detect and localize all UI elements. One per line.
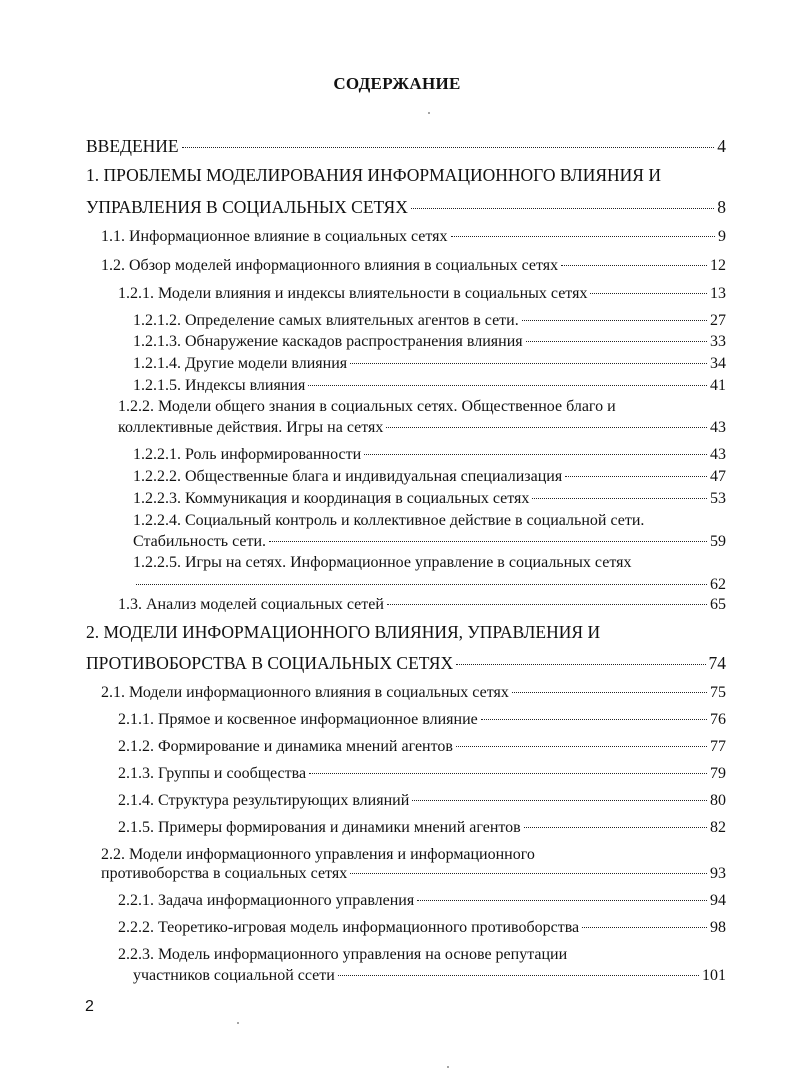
toc-entry[interactable]: участников социальной ссети 101	[133, 967, 726, 984]
toc-entry[interactable]: ВВЕДЕНИЕ 4	[86, 136, 726, 156]
toc-entry[interactable]: УПРАВЛЕНИЯ В СОЦИАЛЬНЫХ СЕТЯХ 8	[86, 197, 726, 217]
toc-entry[interactable]: 2.2.2. Теоретико-игровая модель информационного противоборства 98	[118, 919, 726, 936]
scan-speck	[447, 1066, 449, 1068]
toc-entry[interactable]: ПРОТИВОБОРСТВА В СОЦИАЛЬНЫХ СЕТЯХ 74	[86, 653, 726, 673]
toc-entry[interactable]: 1.2.2.5. Игры на сетях. Информационное управление в социальных сетях	[133, 554, 632, 571]
toc-entry[interactable]: 2.1.4. Структура результирующих влияний 80	[118, 792, 726, 809]
toc-entry[interactable]: 1.1. Информационное влияние в социальных сетях 9	[101, 228, 726, 245]
toc-entry[interactable]: 2. МОДЕЛИ ИНФОРМАЦИОННОГО ВЛИЯНИЯ, УПРАВЛЕНИЯ И	[86, 622, 601, 642]
toc-entry[interactable]: 1.2.1.2. Определение самых влиятельных агентов в сети. 27	[133, 312, 726, 329]
toc-entry[interactable]: 1.2.2. Модели общего знания в социальных сетях. Общественное благо и	[118, 398, 616, 415]
toc-entry[interactable]: 1.2.2.1. Роль информированности 43	[133, 446, 726, 463]
scan-speck	[428, 112, 430, 114]
toc-entry[interactable]: 2.2. Модели информационного управления и информационного	[101, 846, 535, 863]
toc-entry[interactable]: 62	[133, 576, 726, 594]
toc-entry[interactable]: 1.2.1.5. Индексы влияния 41	[133, 377, 726, 394]
page-number: 2	[85, 998, 94, 1015]
toc-entry[interactable]: 1.2.1.3. Обнаружение каскадов распространения влияния 33	[133, 333, 726, 350]
toc-entry[interactable]: 2.1.1. Прямое и косвенное информационное влияние 76	[118, 711, 726, 728]
toc-entry[interactable]: 1.3. Анализ моделей социальных сетей 65	[118, 596, 726, 613]
toc-entry[interactable]: коллективные действия. Игры на сетях 43	[118, 419, 726, 436]
toc-entry[interactable]: 1.2.2.3. Коммуникация и координация в социальных сетях 53	[133, 490, 726, 507]
toc-entry[interactable]: 2.1.5. Примеры формирования и динамики мнений агентов 82	[118, 819, 726, 836]
toc-entry[interactable]: 1. ПРОБЛЕМЫ МОДЕЛИРОВАНИЯ ИНФОРМАЦИОННОГО ВЛИЯНИЯ И	[86, 165, 661, 185]
toc-entry[interactable]: 1.2.1. Модели влияния и индексы влиятельности в социальных сетях 13	[118, 285, 726, 302]
toc-entry[interactable]: Стабильность сети. 59	[133, 533, 726, 550]
scan-speck	[237, 1022, 239, 1024]
page-title: СОДЕРЖАНИЕ	[333, 74, 461, 93]
toc-entry[interactable]: 2.1. Модели информационного влияния в социальных сетях 75	[101, 684, 726, 701]
toc-entry[interactable]: 1.2.2.2. Общественные блага и индивидуальная специализация 47	[133, 468, 726, 485]
toc-entry[interactable]: 2.2.3. Модель информационного управления на основе репутации	[118, 946, 568, 963]
toc-entry[interactable]: 1.2.1.4. Другие модели влияния 34	[133, 355, 726, 372]
toc-entry[interactable]: 1.2.2.4. Социальный контроль и коллективное действие в социальной сети.	[133, 512, 645, 529]
toc-entry[interactable]: 2.2.1. Задача информационного управления 94	[118, 892, 726, 909]
toc-entry[interactable]: противоборства в социальных сетях 93	[101, 865, 726, 882]
toc-entry[interactable]: 2.1.2. Формирование и динамика мнений агентов 77	[118, 738, 726, 755]
toc-entry[interactable]: 1.2. Обзор моделей информационного влияния в социальных сетях 12	[101, 257, 726, 274]
toc-entry[interactable]: 2.1.3. Группы и сообщества 79	[118, 765, 726, 782]
